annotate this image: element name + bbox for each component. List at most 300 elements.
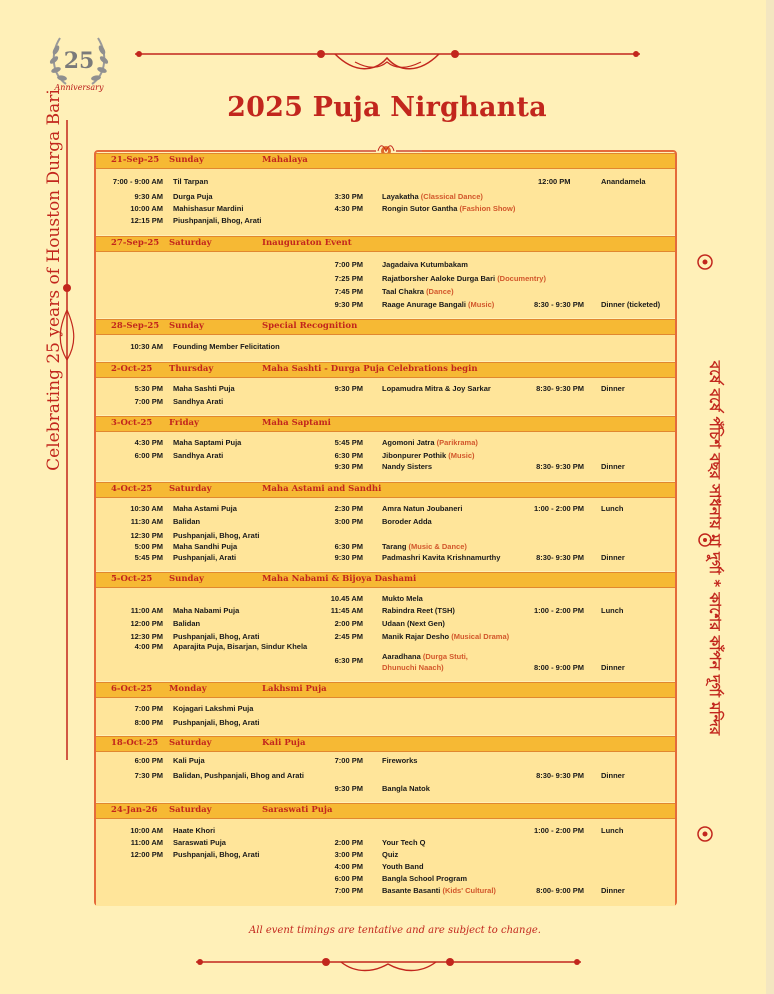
bottom-ornament-icon xyxy=(196,950,581,974)
cell-text: 2:00 PM xyxy=(334,838,363,847)
cell-text: Boroder Adda xyxy=(382,517,432,526)
cell-text: 4:30 PM xyxy=(334,204,363,213)
cell-text: Balidan, Pushpanjali, Bhog and Arati xyxy=(173,771,304,780)
section-name: Maha Astami and Sandhi xyxy=(262,484,382,494)
schedule-cell xyxy=(300,656,363,665)
schedule-cell xyxy=(300,384,363,393)
cell-text: Mahishasur Mardini xyxy=(173,204,244,213)
cell-text: Founding Member Felicitation xyxy=(173,342,280,351)
cell-text: Padmashri Kavita Krishnamurthy xyxy=(382,553,501,562)
schedule-cell xyxy=(382,542,467,551)
cell-text: 10:30 AM xyxy=(130,504,163,513)
logo-number: 25 xyxy=(63,48,95,74)
cell-text: Aparajita Puja, Bisarjan, Sindur Khela xyxy=(173,642,308,651)
cell-text: Dinner xyxy=(601,663,625,672)
schedule-cell xyxy=(96,517,163,526)
schedule-cell xyxy=(96,504,163,513)
cell-text: 6:30 PM xyxy=(334,656,363,665)
cell-text: Haate Khori xyxy=(173,826,216,835)
schedule-cell xyxy=(300,619,363,628)
schedule-cell xyxy=(96,542,163,551)
cell-text: Quiz xyxy=(382,850,399,859)
section-name: Maha Sashti - Durga Puja Celebrations begin xyxy=(262,364,478,374)
cell-text: 12:00 PM xyxy=(538,177,571,186)
cell-text: Dinner xyxy=(601,384,625,393)
cell-text: 3:00 PM xyxy=(334,850,363,859)
cell-text: 6:30 PM xyxy=(334,542,363,551)
schedule-cell xyxy=(601,663,625,672)
section-day: Saturday xyxy=(169,238,212,248)
cell-text: Jagadaiva Kutumbakam xyxy=(382,260,468,269)
section-name: Lakhsmi Puja xyxy=(262,684,327,694)
schedule-cell xyxy=(173,826,215,835)
section-header xyxy=(96,319,675,335)
schedule-cell xyxy=(300,886,363,895)
section-header xyxy=(96,236,675,252)
cell-text: 6:00 PM xyxy=(134,756,163,765)
section-header xyxy=(96,682,675,698)
cell-text: Lunch xyxy=(601,504,624,513)
schedule-cell xyxy=(173,718,259,727)
section-name: Special Recognition xyxy=(262,321,358,331)
schedule-cell xyxy=(173,542,237,551)
schedule-cell xyxy=(96,632,163,641)
cell-text: 8:30- 9:30 PM xyxy=(536,771,584,780)
schedule-cell xyxy=(500,606,584,615)
section-date: 5-Oct-25 xyxy=(111,574,153,584)
cell-text: 8:00 - 9:00 PM xyxy=(533,663,584,672)
cell-text: 7:00 - 9:00 AM xyxy=(112,177,163,186)
cell-text: 1:00 - 2:00 PM xyxy=(533,826,584,835)
schedule-cell xyxy=(300,504,363,513)
schedule-cell xyxy=(382,862,424,871)
cell-text: 1:00 - 2:00 PM xyxy=(533,606,584,615)
schedule-cell xyxy=(96,838,163,847)
section-name: Maha Nabami & Bijoya Dashami xyxy=(262,574,417,584)
cell-text: 12:30 PM xyxy=(130,632,163,641)
section-day: Sunday xyxy=(169,574,204,584)
schedule-cell xyxy=(300,606,363,615)
cell-highlight: (Music) xyxy=(468,300,495,309)
cell-text: 10:00 AM xyxy=(130,826,163,835)
cell-text: 9:30 PM xyxy=(334,462,363,471)
cell-text: Sandhya Arati xyxy=(173,451,224,460)
schedule-cell xyxy=(601,826,624,835)
cell-text: Lunch xyxy=(601,826,624,835)
cell-text: Rongin Sutor Gantha xyxy=(382,204,458,213)
schedule-cell xyxy=(96,397,163,406)
cell-text: Fireworks xyxy=(382,756,418,765)
cell-highlight: (Fashion Show) xyxy=(459,204,516,213)
cell-text: 8:00- 9:00 PM xyxy=(536,886,584,895)
cell-text: 12:30 PM xyxy=(130,531,163,540)
cell-text: 11:30 AM xyxy=(130,517,163,526)
cell-text: Dinner (ticketed) xyxy=(601,300,661,309)
schedule-cell xyxy=(601,384,625,393)
section-day: Saturday xyxy=(169,805,212,815)
schedule-cell xyxy=(173,504,237,513)
schedule-cell xyxy=(173,517,200,526)
cell-text: Layakatha xyxy=(382,192,419,201)
section-header xyxy=(96,803,675,819)
schedule-cell xyxy=(96,451,163,460)
cell-text: Durga Puja xyxy=(173,192,213,201)
cell-text: Mukto Mela xyxy=(382,594,423,603)
section-day: Thursday xyxy=(169,364,214,374)
section-name: Mahalaya xyxy=(262,155,308,165)
cell-text: 6:30 PM xyxy=(334,451,363,460)
schedule-cell xyxy=(173,438,241,447)
cell-text: 2:00 PM xyxy=(334,619,363,628)
cell-text: 9:30 PM xyxy=(334,300,363,309)
schedule-cell xyxy=(173,553,236,562)
schedule-cell xyxy=(382,756,417,765)
cell-text: Pushpanjali, Bhog, Arati xyxy=(173,632,260,641)
section-date: 24-Jan-26 xyxy=(111,805,158,815)
section-name: Inauguraton Event xyxy=(262,238,352,248)
schedule-cell xyxy=(500,663,584,672)
cell-text: Nandy Sisters xyxy=(382,462,433,471)
schedule-cell xyxy=(173,642,307,651)
schedule-cell xyxy=(382,504,462,513)
schedule-cell xyxy=(382,300,494,309)
schedule-cell xyxy=(96,704,163,713)
cell-text: Amra Natun Joubaneri xyxy=(382,504,463,513)
section-day: Sunday xyxy=(169,155,204,165)
cell-text: Rabindra Reet (TSH) xyxy=(382,606,455,615)
cell-highlight: (Classical Dance) xyxy=(420,192,483,201)
cell-text: Bangla School Program xyxy=(382,874,468,883)
cell-text: 8:30- 9:30 PM xyxy=(536,553,584,562)
schedule-cell xyxy=(500,300,584,309)
schedule-cell xyxy=(96,553,163,562)
cell-highlight: (Durga Stuti, xyxy=(422,652,468,661)
cell-text: Youth Band xyxy=(382,862,424,871)
schedule-cell xyxy=(96,384,163,393)
section-date: 2-Oct-25 xyxy=(111,364,153,374)
schedule-cell xyxy=(96,771,163,780)
schedule-cell xyxy=(500,462,584,471)
section-header xyxy=(96,482,675,498)
logo-caption: Anniversary xyxy=(54,83,104,92)
schedule-cell xyxy=(382,553,500,562)
cell-text: Aaradhana xyxy=(382,652,421,661)
schedule-cell xyxy=(96,531,163,540)
schedule-cell xyxy=(96,216,163,225)
schedule-cell xyxy=(300,756,363,765)
section-date: 27-Sep-25 xyxy=(111,238,160,248)
footer-note: All event timings are tentative and are subject to change. xyxy=(249,925,541,936)
schedule-cell xyxy=(382,438,478,447)
schedule-cell xyxy=(382,260,468,269)
cell-highlight: (Documentry) xyxy=(497,274,546,283)
schedule-cell xyxy=(96,642,163,651)
schedule-cell xyxy=(300,462,363,471)
schedule-cell xyxy=(96,177,163,186)
section-date: 28-Sep-25 xyxy=(111,321,160,331)
schedule-cell xyxy=(96,204,163,213)
schedule-cell xyxy=(173,384,235,393)
section-header xyxy=(96,736,675,752)
cell-highlight: (Musical Drama) xyxy=(451,632,510,641)
schedule-cell xyxy=(300,594,363,603)
section-day: Saturday xyxy=(169,484,212,494)
schedule-cell xyxy=(173,838,226,847)
schedule-cell xyxy=(173,177,208,186)
cell-text: 4:30 PM xyxy=(134,438,163,447)
cell-text: Dinner xyxy=(601,553,625,562)
cell-text: 8:30 - 9:30 PM xyxy=(533,300,584,309)
cell-text: 12:15 PM xyxy=(130,216,163,225)
cell-text: Sandhya Arati xyxy=(173,397,224,406)
cell-text: 4:00 PM xyxy=(334,862,363,871)
schedule-cell xyxy=(601,886,625,895)
schedule-cell xyxy=(601,177,646,186)
section-date: 21-Sep-25 xyxy=(111,155,160,165)
cell-text: 8:30- 9:30 PM xyxy=(536,462,584,471)
schedule-cell xyxy=(300,192,363,201)
schedule-cell xyxy=(382,838,425,847)
cell-text: Maha Saptami Puja xyxy=(173,438,242,447)
cell-text: Anandamela xyxy=(601,177,646,186)
cell-text: Pushpanjali, Arati xyxy=(173,553,237,562)
section-date: 18-Oct-25 xyxy=(111,738,159,748)
schedule-cell xyxy=(173,342,280,351)
schedule-cell xyxy=(173,619,200,628)
schedule-cell xyxy=(382,451,475,460)
cell-text: Raage Anurage Bangali xyxy=(382,300,466,309)
cell-text: 3:00 PM xyxy=(334,517,363,526)
cell-text: Lopamudra Mitra & Joy Sarkar xyxy=(382,384,491,393)
cell-highlight: (Music) xyxy=(448,451,475,460)
page-title: 2025 Puja Nirghanta xyxy=(227,92,547,123)
schedule-cell xyxy=(96,192,163,201)
cell-highlight: (Parikrama) xyxy=(436,438,478,447)
schedule-cell xyxy=(300,300,363,309)
schedule-cell xyxy=(382,850,398,859)
cell-text: Balidan xyxy=(173,619,201,628)
section-day: Saturday xyxy=(169,738,212,748)
schedule-cell xyxy=(538,177,571,186)
schedule-cell xyxy=(173,704,253,713)
schedule-cell xyxy=(382,462,432,471)
schedule-cell xyxy=(173,192,213,201)
cell-text: Bangla Natok xyxy=(382,784,430,793)
schedule-cell xyxy=(300,274,363,283)
schedule-cell xyxy=(96,718,163,727)
schedule-cell xyxy=(96,850,163,859)
schedule-cell xyxy=(96,826,163,835)
schedule-cell xyxy=(382,384,491,393)
cell-text: 5:45 PM xyxy=(134,553,163,562)
section-header xyxy=(96,572,675,588)
cell-text: 1:00 - 2:00 PM xyxy=(533,504,584,513)
left-vertical-banner: Celebrating 25 years of Houston Durga Bari xyxy=(44,89,64,471)
schedule-cell xyxy=(173,850,259,859)
schedule-cell xyxy=(300,850,363,859)
schedule-cell xyxy=(500,771,584,780)
cell-text: Piushpanjali, Bhog, Arati xyxy=(173,216,262,225)
cell-text: 5:45 PM xyxy=(334,438,363,447)
cell-text: Rajatborsher Aaloke Durga Bari xyxy=(382,274,496,283)
cell-text: 10:00 AM xyxy=(130,204,163,213)
schedule-cell xyxy=(601,504,624,513)
schedule-cell xyxy=(300,838,363,847)
schedule-cell xyxy=(173,771,304,780)
cell-text: 9:30 PM xyxy=(334,384,363,393)
schedule-cell xyxy=(382,619,445,628)
cell-text: 7:30 PM xyxy=(134,771,163,780)
schedule-cell xyxy=(382,192,483,201)
section-date: 4-Oct-25 xyxy=(111,484,153,494)
cell-text: 9:30 PM xyxy=(334,553,363,562)
cell-text: Maha Nabami Puja xyxy=(173,606,240,615)
cell-text: 7:25 PM xyxy=(334,274,363,283)
schedule-cell xyxy=(382,517,432,526)
cell-text: 7:00 PM xyxy=(134,397,163,406)
schedule-cell xyxy=(173,632,259,641)
cell-text: Dinner xyxy=(601,771,625,780)
schedule-cell xyxy=(173,204,243,213)
cell-text: 5:00 PM xyxy=(134,542,163,551)
cell-text: Maha Sandhi Puja xyxy=(173,542,238,551)
cell-text: 8:30- 9:30 PM xyxy=(536,384,584,393)
schedule-cell xyxy=(300,260,363,269)
schedule-cell xyxy=(300,632,363,641)
cell-text: 5:30 PM xyxy=(134,384,163,393)
cell-text: 7:45 PM xyxy=(334,287,363,296)
section-name: Saraswati Puja xyxy=(262,805,333,815)
schedule-cell xyxy=(173,397,223,406)
section-name: Maha Saptami xyxy=(262,418,331,428)
section-day: Friday xyxy=(169,418,199,428)
schedule-cell xyxy=(382,274,546,283)
schedule-cell xyxy=(300,542,363,551)
cell-text: Balidan xyxy=(173,517,201,526)
schedule-cell xyxy=(96,606,163,615)
cell-text: 11:00 AM xyxy=(130,606,163,615)
cell-text: 9:30 PM xyxy=(334,784,363,793)
cell-text: 12:00 PM xyxy=(130,850,163,859)
cell-text: 2:45 PM xyxy=(334,632,363,641)
right-vertical-banner: বর্ষে বর্ষে পঁচিশ বছর সাধনায় মা দুর্গা * কাশের কাঁপন দূর্গা মন্দির xyxy=(706,360,724,736)
cell-text: Basante Basanti xyxy=(382,886,441,895)
cell-text: Dinner xyxy=(601,886,625,895)
schedule-cell xyxy=(382,663,444,672)
schedule-cell xyxy=(601,606,624,615)
cell-text: 11:00 AM xyxy=(130,838,163,847)
section-name: Kali Puja xyxy=(262,738,306,748)
section-day: Sunday xyxy=(169,321,204,331)
schedule-cell xyxy=(500,384,584,393)
cell-text: Jibonpurer Pothik xyxy=(382,451,447,460)
section-day: Monday xyxy=(169,684,207,694)
cell-text: 9:30 AM xyxy=(134,192,163,201)
schedule-cell xyxy=(382,606,455,615)
cell-text: Dinner xyxy=(601,462,625,471)
cell-text: Your Tech Q xyxy=(382,838,426,847)
cell-text: Pushpanjali, Bhog, Arati xyxy=(173,531,260,540)
cell-text: 7:00 PM xyxy=(334,886,363,895)
cell-text: Kojagari Lakshmi Puja xyxy=(173,704,254,713)
cell-text: Pushpanjali, Bhog, Arati xyxy=(173,718,260,727)
section-header xyxy=(96,362,675,378)
cell-highlight: (Music & Dance) xyxy=(408,542,467,551)
schedule-cell xyxy=(382,287,454,296)
cell-text: 2:30 PM xyxy=(334,504,363,513)
section-date: 3-Oct-25 xyxy=(111,418,153,428)
schedule-cell xyxy=(382,204,515,213)
schedule-cell xyxy=(300,451,363,460)
page-edge xyxy=(766,0,774,994)
schedule-cell xyxy=(173,216,261,225)
cell-text: 8:00 PM xyxy=(134,718,163,727)
schedule-cell xyxy=(300,517,363,526)
schedule-cell xyxy=(300,438,363,447)
schedule-cell xyxy=(96,756,163,765)
schedule-cell xyxy=(173,606,239,615)
schedule-cell xyxy=(300,553,363,562)
schedule-cell xyxy=(500,826,584,835)
cell-text: 7:00 PM xyxy=(134,704,163,713)
schedule-cell xyxy=(300,204,363,213)
schedule-cell xyxy=(500,886,584,895)
schedule-cell xyxy=(382,632,509,641)
cell-text: Maha Sashti Puja xyxy=(173,384,235,393)
cell-text: Saraswati Puja xyxy=(173,838,226,847)
schedule-cell xyxy=(382,886,496,895)
schedule-cell xyxy=(300,287,363,296)
cell-text: 7:00 PM xyxy=(334,260,363,269)
schedule-cell xyxy=(96,438,163,447)
schedule-cell xyxy=(96,342,163,351)
schedule-cell xyxy=(173,451,223,460)
schedule-cell xyxy=(601,462,625,471)
schedule-cell xyxy=(173,531,259,540)
section-date: 6-Oct-25 xyxy=(111,684,153,694)
cell-text: Pushpanjali, Bhog, Arati xyxy=(173,850,260,859)
cell-text: 6:00 PM xyxy=(334,874,363,883)
top-ornament-icon xyxy=(135,44,640,80)
schedule-cell xyxy=(601,300,660,309)
section-header xyxy=(96,416,675,432)
cell-text: 10.45 AM xyxy=(330,594,363,603)
schedule-cell xyxy=(382,874,467,883)
schedule-cell xyxy=(300,862,363,871)
cell-text: Agomoni Jatra xyxy=(382,438,435,447)
cell-text: 7:00 PM xyxy=(334,756,363,765)
cell-highlight: Dhunuchi Naach) xyxy=(382,663,444,672)
schedule-cell xyxy=(96,619,163,628)
cell-text: 6:00 PM xyxy=(134,451,163,460)
schedule-cell xyxy=(500,504,584,513)
schedule-cell xyxy=(173,756,205,765)
cell-text: 3:30 PM xyxy=(334,192,363,201)
cell-text: 11:45 AM xyxy=(330,606,363,615)
cell-text: Lunch xyxy=(601,606,624,615)
cell-text: Manik Rajar Desho xyxy=(382,632,450,641)
cell-highlight: (Dance) xyxy=(426,287,454,296)
schedule-cell xyxy=(601,771,625,780)
schedule-cell xyxy=(500,553,584,562)
cell-highlight: (Kids' Cultural) xyxy=(442,886,496,895)
schedule-cell xyxy=(382,652,468,661)
cell-text: Til Tarpan xyxy=(173,177,209,186)
cell-text: 4:00 PM xyxy=(134,642,163,651)
cell-text: Maha Astami Puja xyxy=(173,504,237,513)
schedule-cell xyxy=(601,553,625,562)
section-header xyxy=(96,153,675,169)
